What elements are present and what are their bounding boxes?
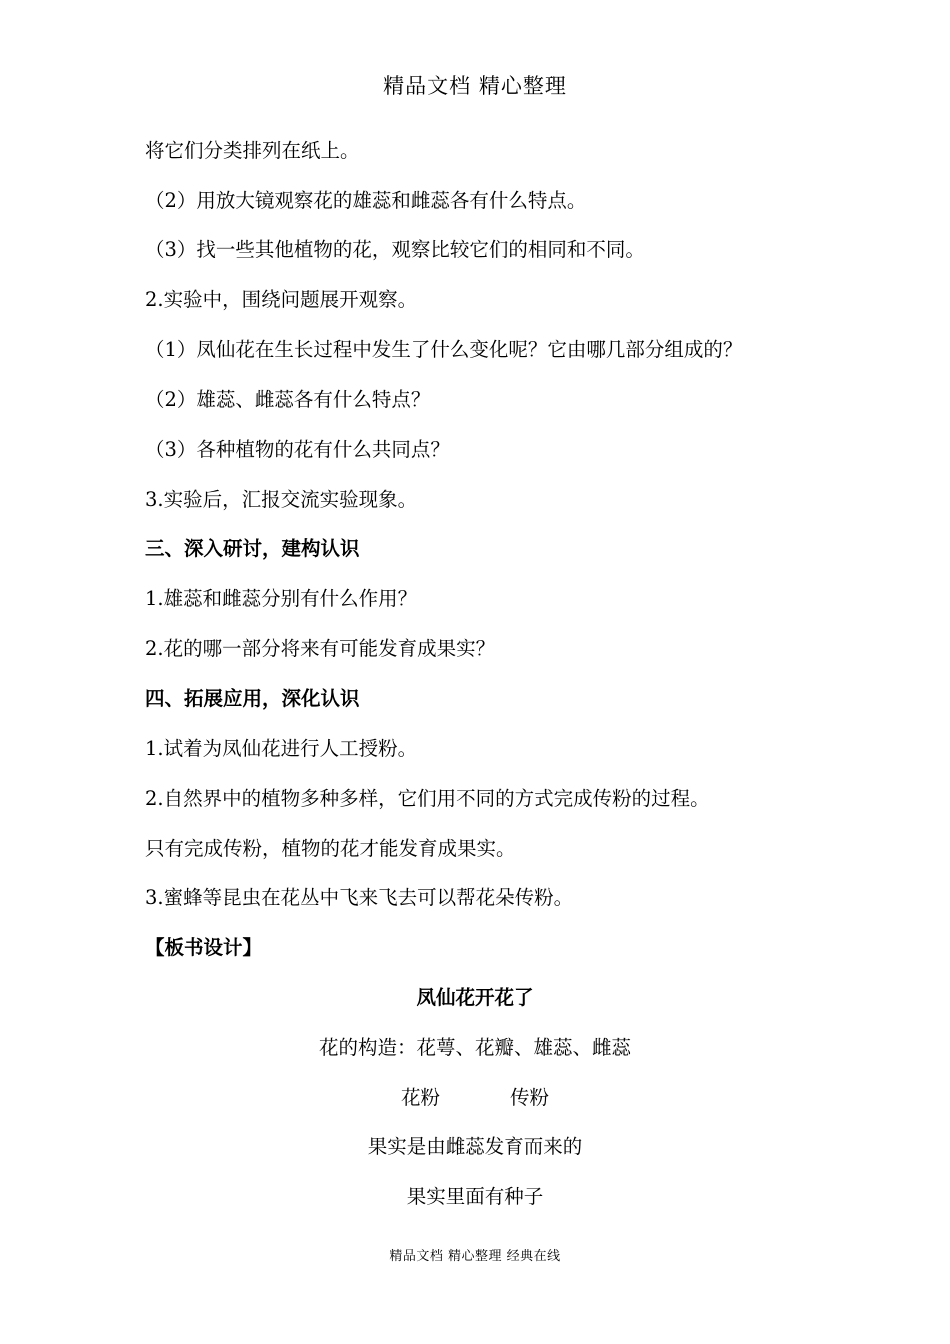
body-line-13: 只有完成传粉，植物的花才能发育成果实。	[145, 837, 516, 860]
body-line-2: （2）用放大镜观察花的雄蕊和雌蕊各有什么特点。	[145, 189, 587, 212]
page-footer: 精品文档 精心整理 经典在线	[389, 1249, 561, 1264]
section-heading-3: 三、深入研讨，建构认识	[145, 537, 360, 560]
body-line-3: （3）找一些其他植物的花，观察比较它们的相同和不同。	[145, 238, 645, 261]
body-line-10: 2.花的哪一部分将来有可能发育成果实？	[145, 637, 496, 660]
body-line-14: 3.蜜蜂等昆虫在花丛中飞来飞去可以帮花朵传粉。	[145, 886, 574, 909]
board-title: 凤仙花开花了	[416, 986, 534, 1009]
page-header: 精品文档 精心整理	[383, 74, 567, 98]
body-line-4: 2.实验中，围绕问题展开观察。	[145, 288, 418, 311]
board-seed: 果实里面有种子	[406, 1185, 544, 1208]
board-pollination: 传粉	[510, 1086, 550, 1109]
body-line-11: 1.试着为凤仙花进行人工授粉。	[145, 737, 418, 760]
board-pollen: 花粉	[400, 1086, 440, 1109]
body-line-6: （2）雄蕊、雌蕊各有什么特点？	[145, 388, 431, 411]
board-pollen-row	[0, 1084, 950, 1112]
body-line-1: 将它们分类排列在纸上。	[145, 139, 360, 162]
board-fruit-origin: 果实是由雌蕊发育而来的	[367, 1135, 583, 1158]
body-line-7: （3）各种植物的花有什么共同点？	[145, 438, 450, 461]
board-structure: 花的构造：花萼、花瓣、雄蕊、雌蕊	[318, 1036, 631, 1059]
board-design-heading: 【板书设计】	[145, 936, 263, 959]
body-line-5: （1）凤仙花在生长过程中发生了什么变化呢？它由哪几部分组成的？	[145, 338, 743, 361]
section-heading-4: 四、拓展应用，深化认识	[145, 687, 360, 710]
body-line-9: 1.雄蕊和雌蕊分别有什么作用？	[145, 587, 418, 610]
body-line-8: 3.实验后，汇报交流实验现象。	[145, 488, 418, 511]
body-line-12: 2.自然界中的植物多种多样，它们用不同的方式完成传粉的过程。	[145, 787, 710, 810]
